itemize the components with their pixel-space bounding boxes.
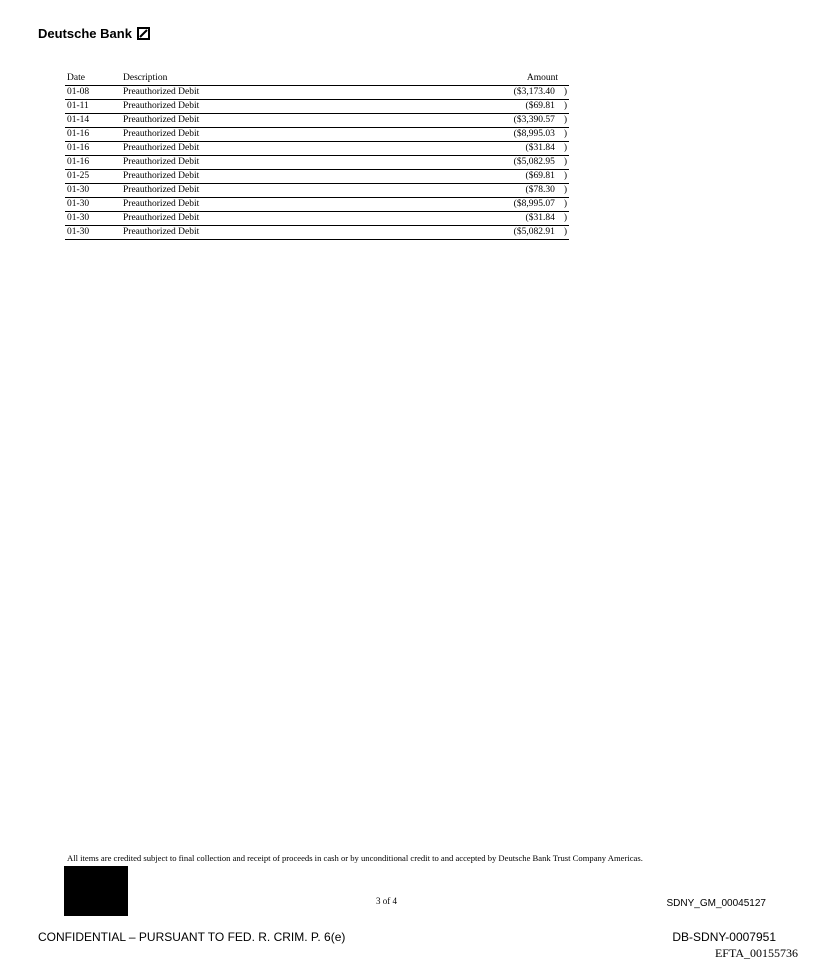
transactions-table [65,72,569,240]
row-description: Preauthorized Debit [121,212,382,226]
deutsche-bank-logo-icon [137,27,150,40]
row-description: Preauthorized Debit [121,128,382,142]
row-date: 01-08 [65,86,121,100]
table-row [65,100,569,114]
table-row [65,128,569,142]
row-date: 01-16 [65,142,121,156]
row-amount: ($8,995.03 ) [382,128,569,142]
bank-name: Deutsche Bank [38,26,132,41]
row-amount: ($69.81 ) [382,170,569,184]
row-amount: ($5,082.95 ) [382,156,569,170]
bates-number-db: DB-SDNY-0007951 [672,930,776,944]
transactions-body [65,86,569,240]
table-row [65,184,569,198]
bates-number-sdny-gm: SDNY_GM_00045127 [666,898,766,909]
row-amount: ($5,082.91 ) [382,226,569,240]
row-date: 01-30 [65,198,121,212]
row-amount: ($78.30 ) [382,184,569,198]
row-date: 01-30 [65,226,121,240]
row-date: 01-16 [65,156,121,170]
row-date: 01-30 [65,212,121,226]
row-date: 01-14 [65,114,121,128]
row-date: 01-25 [65,170,121,184]
table-row [65,86,569,100]
disclaimer-text: All items are credited subject to final collection and receipt of proceeds in cash or by unconditional credit to and accepted by Deutsche Bank Trust Company Americas. [67,853,643,863]
redaction-block [64,866,128,916]
table-row [65,212,569,226]
row-description: Preauthorized Debit [121,100,382,114]
table-row [65,114,569,128]
table-row [65,226,569,240]
row-amount: ($31.84 ) [382,212,569,226]
table-row [65,142,569,156]
row-amount: ($69.81 ) [382,100,569,114]
table-row [65,170,569,184]
row-amount: ($8,995.07 ) [382,198,569,212]
table-row [65,156,569,170]
row-description: Preauthorized Debit [121,198,382,212]
column-header-description: Description [121,72,382,86]
bank-header [38,26,150,41]
row-description: Preauthorized Debit [121,142,382,156]
confidential-notice: CONFIDENTIAL – PURSUANT TO FED. R. CRIM. P. 6(e) [38,930,346,944]
row-description: Preauthorized Debit [121,184,382,198]
bates-number-efta: EFTA_00155736 [714,946,798,960]
table-header-row [65,72,569,86]
column-header-date: Date [65,72,121,86]
row-date: 01-30 [65,184,121,198]
row-description: Preauthorized Debit [121,226,382,240]
row-date: 01-16 [65,128,121,142]
row-date: 01-11 [65,100,121,114]
row-description: Preauthorized Debit [121,156,382,170]
row-description: Preauthorized Debit [121,86,382,100]
column-header-amount: Amount [382,72,569,86]
row-description: Preauthorized Debit [121,114,382,128]
table-row [65,198,569,212]
row-amount: ($3,173.40 ) [382,86,569,100]
page-number: 3 of 4 [376,896,397,906]
row-amount: ($3,390.57 ) [382,114,569,128]
row-description: Preauthorized Debit [121,170,382,184]
row-amount: ($31.84 ) [382,142,569,156]
